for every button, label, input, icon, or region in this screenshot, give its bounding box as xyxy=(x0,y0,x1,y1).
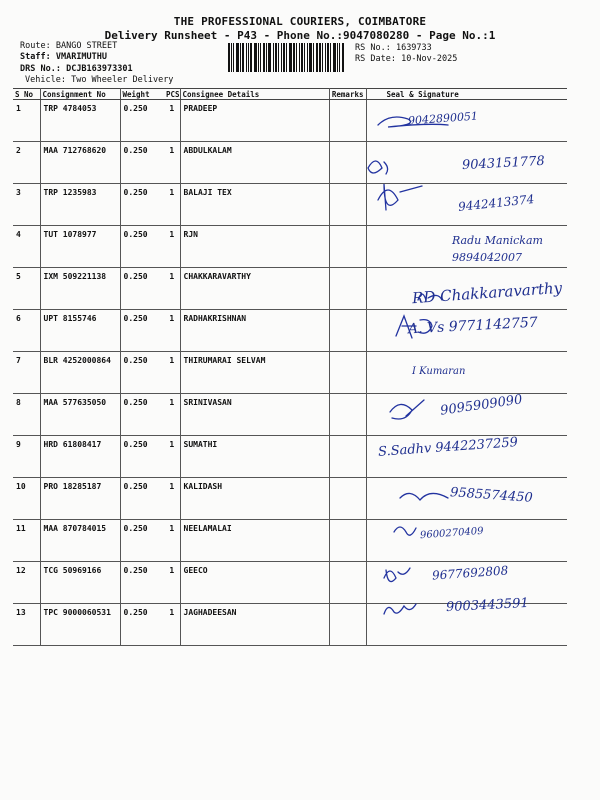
row-weight: 0.250 xyxy=(120,436,164,478)
table-header-row xyxy=(13,89,567,100)
barcode-bar xyxy=(231,43,232,72)
row-weight: 0.250 xyxy=(120,142,164,184)
row-sno: 12 xyxy=(13,562,40,604)
barcode-bar xyxy=(266,43,267,72)
barcode-bar xyxy=(301,43,303,72)
row-consignee: JAGHADEESAN xyxy=(180,604,329,646)
barcode-bar xyxy=(313,43,314,72)
signature-11: 9600270409 xyxy=(419,525,484,542)
row-sno: 10 xyxy=(13,478,40,520)
row-pcs: 1 xyxy=(164,310,180,352)
barcode-bar xyxy=(299,43,300,72)
row-consignee: ABDULKALAM xyxy=(180,142,329,184)
runsheet-subtitle: Delivery Runsheet - P43 - Phone No.:9047080280 - Page No.:1 xyxy=(104,29,496,42)
signature-4: Radu Manickam 9894042007 xyxy=(452,234,543,264)
barcode-bar xyxy=(275,43,277,72)
staff-line xyxy=(20,52,107,63)
rs-no-value: 1639733 xyxy=(395,43,432,53)
row-consignee: KALIDASH xyxy=(180,478,329,520)
row-pcs: 1 xyxy=(164,226,180,268)
row-remarks xyxy=(329,394,366,436)
row-consignee: NEELAMALAI xyxy=(180,520,329,562)
barcode-bar xyxy=(339,43,340,72)
barcode-bar xyxy=(322,43,323,72)
barcode-bar xyxy=(327,43,329,72)
signature-2: 9043151778 xyxy=(461,153,546,174)
row-sno: 4 xyxy=(13,226,40,268)
barcode-bar xyxy=(309,43,312,72)
row-consignment: MAA 870784015 xyxy=(40,520,120,562)
row-weight: 0.250 xyxy=(120,562,164,604)
row-sno: 1 xyxy=(13,100,40,142)
col-header-remarks: Remarks xyxy=(329,89,366,100)
barcode-bar xyxy=(250,43,252,72)
col-header-sno: S No xyxy=(13,89,40,100)
barcode-bar xyxy=(296,43,297,72)
row-consignee: CHAKKARAVARTHY xyxy=(180,268,329,310)
row-remarks xyxy=(329,142,366,184)
row-remarks xyxy=(329,352,366,394)
row-weight: 0.250 xyxy=(120,394,164,436)
row-weight: 0.250 xyxy=(120,184,164,226)
row-consignment: IXM 509221138 xyxy=(40,268,120,310)
row-weight: 0.250 xyxy=(120,352,164,394)
signature-3: 9442413374 xyxy=(457,192,535,214)
row-weight: 0.250 xyxy=(120,100,164,142)
row-sno: 5 xyxy=(13,268,40,310)
drs-value: DCJB163973301 xyxy=(66,64,133,74)
row-sno: 7 xyxy=(13,352,40,394)
rs-date-value: 10-Nov-2025 xyxy=(401,54,458,64)
row-pcs: 1 xyxy=(164,604,180,646)
barcode-bar xyxy=(281,43,282,72)
drs-label: DRS No.: xyxy=(20,64,61,74)
barcode-bar xyxy=(263,43,265,72)
route-line xyxy=(20,41,117,52)
row-pcs: 1 xyxy=(164,436,180,478)
row-remarks xyxy=(329,604,366,646)
barcode-bar xyxy=(242,43,244,72)
col-header-consignee: Consignee Details xyxy=(180,89,329,100)
barcode-bar xyxy=(268,43,271,72)
signature-9: S.Sadhv 9442237259 xyxy=(377,435,519,460)
barcode-bar xyxy=(304,43,305,72)
row-consignee: BALAJI TEX xyxy=(180,184,329,226)
barcode-bar xyxy=(248,43,249,72)
table-row xyxy=(13,520,567,562)
staff-label: Staff: xyxy=(20,52,51,62)
row-weight: 0.250 xyxy=(120,478,164,520)
row-consignment: TUT 1078977 xyxy=(40,226,120,268)
row-pcs: 1 xyxy=(164,520,180,562)
col-header-pcs: PCS xyxy=(166,89,180,99)
row-remarks xyxy=(329,268,366,310)
barcode-bar xyxy=(273,43,274,72)
rs-date-label: RS Date: xyxy=(355,54,396,64)
row-consignment: TCG 50969166 xyxy=(40,562,120,604)
table-row xyxy=(13,352,567,394)
row-remarks xyxy=(329,184,366,226)
row-pcs: 1 xyxy=(164,184,180,226)
rs-no-line xyxy=(355,43,432,53)
signature-13: 9003443591 xyxy=(445,595,530,616)
row-consignment: HRD 61808417 xyxy=(40,436,120,478)
row-consignee: SRINIVASAN xyxy=(180,394,329,436)
row-weight: 0.250 xyxy=(120,604,164,646)
row-pcs: 1 xyxy=(164,352,180,394)
barcode-bar xyxy=(286,43,287,72)
row-consignee: THIRUMARAI SELVAM xyxy=(180,352,329,394)
runsheet-title: THE PROFESSIONAL COURIERS, COIMBATORE xyxy=(173,15,427,28)
row-sno: 8 xyxy=(13,394,40,436)
barcode-bar xyxy=(293,43,295,72)
barcode xyxy=(228,43,350,72)
vehicle-label: Vehicle: xyxy=(25,75,66,85)
staff-value: VMARIMUTHU xyxy=(55,52,108,62)
vehicle-value: Two Wheeler Delivery xyxy=(71,75,174,85)
row-consignment: MAA 577635050 xyxy=(40,394,120,436)
signature-10: 9585574450 xyxy=(449,485,534,506)
row-pcs: 1 xyxy=(164,268,180,310)
row-pcs: 1 xyxy=(164,394,180,436)
row-pcs: 1 xyxy=(164,100,180,142)
barcode-bar xyxy=(260,43,261,72)
row-signature-cell xyxy=(366,352,567,394)
row-pcs: 1 xyxy=(164,142,180,184)
barcode-bar xyxy=(283,43,285,72)
row-consignment: TRP 4784053 xyxy=(40,100,120,142)
row-remarks xyxy=(329,100,366,142)
row-weight: 0.250 xyxy=(120,226,164,268)
row-weight: 0.250 xyxy=(120,310,164,352)
row-sno: 11 xyxy=(13,520,40,562)
row-remarks xyxy=(329,520,366,562)
barcode-bar xyxy=(278,43,279,72)
row-sno: 13 xyxy=(13,604,40,646)
row-weight: 0.250 xyxy=(120,520,164,562)
rs-no-label: RS No.: xyxy=(355,43,391,53)
signature-1: 9042890051 xyxy=(407,109,479,128)
row-consignee: RADHAKRISHNAN xyxy=(180,310,329,352)
row-consignee: RJN xyxy=(180,226,329,268)
row-signature-cell xyxy=(366,520,567,562)
drs-line xyxy=(20,64,133,75)
row-consignee: PRADEEP xyxy=(180,100,329,142)
row-sno: 6 xyxy=(13,310,40,352)
barcode-bar xyxy=(342,43,344,72)
row-consignment: TPC 9000060531 xyxy=(40,604,120,646)
barcode-bar xyxy=(236,43,239,72)
rs-date-line xyxy=(355,54,457,64)
row-consignment: BLR 4252000864 xyxy=(40,352,120,394)
col-header-consignment: Consignment No xyxy=(40,89,120,100)
signature-6: A. Vs 9771142757 xyxy=(407,314,539,338)
barcode-bar xyxy=(316,43,318,72)
row-remarks xyxy=(329,310,366,352)
table-row xyxy=(13,100,567,142)
barcode-bar xyxy=(258,43,259,72)
row-sno: 2 xyxy=(13,142,40,184)
barcode-bar xyxy=(333,43,336,72)
row-remarks xyxy=(329,226,366,268)
route-label: Route: xyxy=(20,41,51,51)
row-consignment: MAA 712768620 xyxy=(40,142,120,184)
signature-7: I Kumaran xyxy=(412,366,466,377)
barcode-bar xyxy=(246,43,247,72)
barcode-bar xyxy=(319,43,321,72)
row-weight: 0.250 xyxy=(120,268,164,310)
row-consignment: TRP 1235983 xyxy=(40,184,120,226)
barcode-bar xyxy=(337,43,338,72)
row-sno: 9 xyxy=(13,436,40,478)
barcode-bar xyxy=(254,43,257,72)
barcode-bar xyxy=(289,43,292,72)
row-pcs: 1 xyxy=(164,478,180,520)
signature-8: 9095909090 xyxy=(439,392,524,419)
col-header-signature: Seal & Signature xyxy=(366,89,567,100)
barcode-bar xyxy=(240,43,241,72)
signature-5: RD Chakkaravarthy xyxy=(411,278,563,308)
vehicle-line xyxy=(25,75,173,86)
barcode-bar xyxy=(330,43,331,72)
row-consignment: PRO 18285187 xyxy=(40,478,120,520)
barcode-bar xyxy=(233,43,234,72)
row-consignee: GEECO xyxy=(180,562,329,604)
row-sno: 3 xyxy=(13,184,40,226)
signature-12: 9677692808 xyxy=(431,563,509,583)
row-pcs: 1 xyxy=(164,562,180,604)
col-header-weight: Weight xyxy=(120,89,164,100)
barcode-bar xyxy=(228,43,230,72)
row-consignee: SUMATHI xyxy=(180,436,329,478)
barcode-bar xyxy=(307,43,308,72)
row-remarks xyxy=(329,436,366,478)
barcode-bar xyxy=(325,43,326,72)
row-consignment: UPT 8155746 xyxy=(40,310,120,352)
row-remarks xyxy=(329,562,366,604)
row-remarks xyxy=(329,478,366,520)
route-value: BANGO STREET xyxy=(55,41,118,51)
